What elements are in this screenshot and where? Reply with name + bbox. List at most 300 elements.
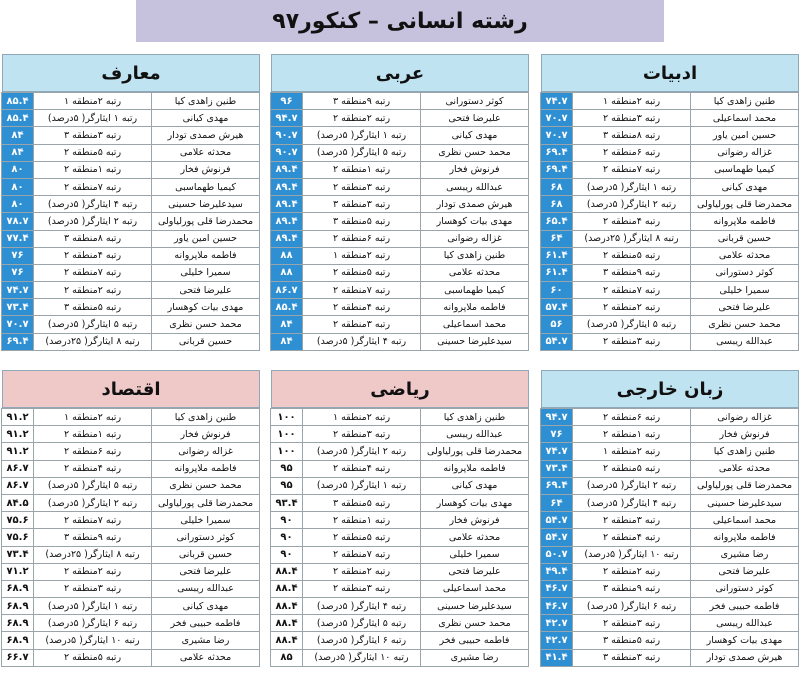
score-value: ۷۷.۴ <box>2 230 34 247</box>
score-value: ۸۴ <box>271 316 303 333</box>
panel-title: ادبیات <box>541 54 799 92</box>
student-name: محمد اسماعیلی <box>691 110 799 127</box>
rank-label: رتبه ۱۰ ایثارگر( ۵درصد) <box>34 632 152 649</box>
score-value: ۸۵.۴ <box>2 93 34 110</box>
rank-label: رتبه ۳منطقه ۳ <box>34 127 152 144</box>
score-value: ۸۸.۴ <box>271 632 303 649</box>
table-row <box>271 426 529 443</box>
student-name: محمد اسماعیلی <box>421 316 529 333</box>
score-value: ۸۴ <box>2 127 34 144</box>
student-name: فرنوش فخار <box>152 426 260 443</box>
results-table <box>540 92 799 351</box>
student-name: هیرش صمدی تودار <box>691 649 799 666</box>
panel-title: عربی <box>271 54 529 92</box>
table-row <box>541 529 799 546</box>
student-name: محمد حسن نظری <box>152 477 260 494</box>
score-value: ۸۶.۷ <box>271 282 303 299</box>
rank-label: رتبه ۷منطقه ۲ <box>573 282 691 299</box>
table-row <box>541 563 799 580</box>
student-name: علیرضا فتحی <box>421 563 529 580</box>
table-row <box>541 494 799 511</box>
table-row <box>271 93 529 110</box>
score-value: ۸۴ <box>271 333 303 350</box>
table-row <box>2 333 260 350</box>
rank-label: رتبه ۹منطقه ۳ <box>573 580 691 597</box>
student-name: محمد حسن نظری <box>152 316 260 333</box>
score-value: ۸۹.۴ <box>271 230 303 247</box>
student-name: رضا مشیری <box>691 546 799 563</box>
score-value: ۴۲.۷ <box>541 632 573 649</box>
rank-label: رتبه ۴ ایثارگر( ۵درصد) <box>34 196 152 213</box>
student-name: کیمیا طهماسبی <box>152 178 260 195</box>
table-row <box>271 144 529 161</box>
student-name: فاطمه ملاپروانه <box>152 247 260 264</box>
score-value: ۷۳.۴ <box>2 299 34 316</box>
table-row <box>271 161 529 178</box>
score-value: ۶۶.۷ <box>2 649 34 666</box>
rank-label: رتبه ۵ ایثارگر( ۵درصد) <box>34 316 152 333</box>
rank-label: رتبه ۴ ایثارگر( ۵درصد) <box>303 333 421 350</box>
rank-label: رتبه ۱ ایثارگر( ۵درصد) <box>303 477 421 494</box>
rank-label: رتبه ۱۰ ایثارگر( ۵درصد) <box>573 546 691 563</box>
score-value: ۶۸.۹ <box>2 615 34 632</box>
rank-label: رتبه ۵منطقه ۳ <box>34 299 152 316</box>
table-row <box>271 196 529 213</box>
score-value: ۸۵.۴ <box>2 110 34 127</box>
rank-label: رتبه ۸منطقه ۳ <box>573 127 691 144</box>
table-row <box>2 213 260 230</box>
table-row <box>2 649 260 666</box>
table-row <box>2 144 260 161</box>
table-row <box>271 178 529 195</box>
table-row <box>271 546 529 563</box>
rank-label: رتبه ۱ ایثارگر( ۵درصد) <box>573 178 691 195</box>
panel-zaban <box>541 370 799 667</box>
rank-label: رتبه ۷منطقه ۲ <box>34 512 152 529</box>
rank-label: رتبه ۴منطقه ۲ <box>303 460 421 477</box>
table-row <box>541 615 799 632</box>
rank-label: رتبه ۵ ایثارگر( ۵درصد) <box>34 477 152 494</box>
score-value: ۸۹.۴ <box>271 213 303 230</box>
rank-label: رتبه ۸ ایثارگر( ۲۵درصد) <box>34 333 152 350</box>
rank-label: رتبه ۲منطقه ۲ <box>303 563 421 580</box>
student-name: سیدعلیرضا حسینی <box>421 598 529 615</box>
rank-label: رتبه ۵منطقه ۲ <box>573 247 691 264</box>
score-value: ۹۱.۲ <box>2 409 34 426</box>
table-row <box>2 460 260 477</box>
score-value: ۹۰.۷ <box>271 144 303 161</box>
rank-label: رتبه ۴ ایثارگر( ۵درصد) <box>303 598 421 615</box>
table-row <box>271 563 529 580</box>
table-row <box>2 426 260 443</box>
score-value: ۷۴.۷ <box>541 93 573 110</box>
rank-label: رتبه ۷منطقه ۲ <box>303 282 421 299</box>
rank-label: رتبه ۴منطقه ۲ <box>573 529 691 546</box>
rank-label: رتبه ۳منطقه ۳ <box>573 649 691 666</box>
student-name: فاطمه حبیبی فخر <box>421 632 529 649</box>
panel-title: معارف <box>2 54 260 92</box>
score-value: ۸۰ <box>2 196 34 213</box>
rank-label: رتبه ۶منطقه ۲ <box>573 144 691 161</box>
score-value: ۸۵ <box>271 649 303 666</box>
table-row <box>271 316 529 333</box>
student-name: مهدی کیانی <box>152 598 260 615</box>
rank-label: رتبه ۱ ایثارگر( ۵درصد) <box>303 127 421 144</box>
rank-label: رتبه ۲منطقه ۱ <box>303 247 421 264</box>
table-row <box>2 477 260 494</box>
score-value: ۸۸ <box>271 247 303 264</box>
table-row <box>271 460 529 477</box>
score-value: ۶۹.۴ <box>541 477 573 494</box>
student-name: فاطمه ملاپروانه <box>152 460 260 477</box>
rank-label: رتبه ۴منطقه ۲ <box>34 460 152 477</box>
rank-label: رتبه ۷منطقه ۲ <box>303 546 421 563</box>
score-value: ۶۹.۴ <box>541 161 573 178</box>
rank-label: رتبه ۳منطقه ۲ <box>573 110 691 127</box>
score-value: ۵۴.۷ <box>541 529 573 546</box>
table-row <box>2 161 260 178</box>
table-row <box>541 178 799 195</box>
student-name: سمیرا خلیلی <box>152 512 260 529</box>
score-value: ۹۵ <box>271 460 303 477</box>
student-name: فرنوش فخار <box>152 161 260 178</box>
score-value: ۶۸ <box>541 196 573 213</box>
student-name: مهدی بیات کوهسار <box>152 299 260 316</box>
score-value: ۸۸.۴ <box>271 580 303 597</box>
table-row <box>541 282 799 299</box>
table-row <box>271 230 529 247</box>
table-row <box>541 598 799 615</box>
student-name: فرنوش فخار <box>421 512 529 529</box>
student-name: کیمیا طهماسبی <box>421 282 529 299</box>
score-value: ۸۸.۴ <box>271 563 303 580</box>
score-value: ۴۹.۴ <box>541 563 573 580</box>
score-value: ۸۹.۴ <box>271 178 303 195</box>
score-value: ۶۸.۹ <box>2 632 34 649</box>
rank-label: رتبه ۵منطقه ۲ <box>34 649 152 666</box>
student-name: مهدی بیات کوهسار <box>691 632 799 649</box>
table-row <box>541 546 799 563</box>
student-name: مهدی کیانی <box>152 110 260 127</box>
table-row <box>2 598 260 615</box>
table-row <box>541 161 799 178</box>
score-value: ۸۵.۴ <box>271 299 303 316</box>
score-value: ۶۹.۴ <box>541 144 573 161</box>
rank-label: رتبه ۴منطقه ۲ <box>34 247 152 264</box>
score-value: ۷۵.۶ <box>2 512 34 529</box>
score-value: ۷۴.۷ <box>541 443 573 460</box>
student-name: طنین زاهدی کیا <box>152 409 260 426</box>
score-value: ۹۳.۴ <box>271 494 303 511</box>
table-row <box>271 632 529 649</box>
rank-label: رتبه ۲منطقه ۲ <box>34 563 152 580</box>
score-value: ۷۶ <box>541 426 573 443</box>
student-name: کوثر دستورانی <box>691 264 799 281</box>
table-row <box>271 477 529 494</box>
score-value: ۷۰.۷ <box>541 127 573 144</box>
student-name: فاطمه ملاپروانه <box>691 213 799 230</box>
table-row <box>271 213 529 230</box>
rank-label: رتبه ۵ ایثارگر( ۵درصد) <box>573 316 691 333</box>
student-name: عبدالله ریبسی <box>691 333 799 350</box>
table-row <box>541 196 799 213</box>
table-row <box>541 426 799 443</box>
table-row <box>271 615 529 632</box>
student-name: حسین قربانی <box>152 333 260 350</box>
rank-label: رتبه ۷منطقه ۲ <box>573 161 691 178</box>
score-value: ۶۴ <box>541 494 573 511</box>
student-name: محمد حسن نظری <box>421 144 529 161</box>
student-name: طنین زاهدی کیا <box>152 93 260 110</box>
rank-label: رتبه ۳منطقه ۲ <box>303 178 421 195</box>
rank-label: رتبه ۲منطقه ۲ <box>303 110 421 127</box>
score-value: ۵۷.۴ <box>541 299 573 316</box>
table-row <box>541 110 799 127</box>
panel-title: زبان خارجی <box>541 370 799 408</box>
rank-label: رتبه ۸ ایثارگر( ۲۵درصد) <box>573 230 691 247</box>
score-value: ۸۰ <box>2 178 34 195</box>
table-row <box>541 264 799 281</box>
student-name: محدثه علامی <box>421 264 529 281</box>
table-row <box>2 443 260 460</box>
rank-label: رتبه ۶منطقه ۲ <box>34 443 152 460</box>
table-row <box>2 93 260 110</box>
score-value: ۸۰ <box>2 161 34 178</box>
student-name: غزاله رضوانی <box>691 144 799 161</box>
rank-label: رتبه ۱منطقه ۲ <box>34 161 152 178</box>
student-name: فاطمه حبیبی فخر <box>691 598 799 615</box>
rank-label: رتبه ۵ ایثارگر( ۵درصد) <box>303 615 421 632</box>
student-name: علیرضا فتحی <box>152 282 260 299</box>
rank-label: رتبه ۵منطقه ۲ <box>573 460 691 477</box>
table-row <box>541 477 799 494</box>
rank-label: رتبه ۲ ایثارگر( ۵درصد) <box>34 494 152 511</box>
table-row <box>271 127 529 144</box>
student-name: طنین زاهدی کیا <box>421 409 529 426</box>
score-value: ۹۶ <box>271 93 303 110</box>
score-value: ۶۸.۹ <box>2 580 34 597</box>
student-name: فاطمه ملاپروانه <box>421 299 529 316</box>
score-value: ۹۰ <box>271 529 303 546</box>
score-value: ۴۲.۷ <box>541 615 573 632</box>
student-name: فاطمه ملاپروانه <box>421 460 529 477</box>
rank-label: رتبه ۲ ایثارگر( ۵درصد) <box>34 213 152 230</box>
table-row <box>271 598 529 615</box>
student-name: محمد اسماعیلی <box>421 580 529 597</box>
student-name: محدثه علامی <box>691 460 799 477</box>
table-row <box>2 615 260 632</box>
score-value: ۵۴.۷ <box>541 333 573 350</box>
table-row <box>2 546 260 563</box>
student-name: فرنوش فخار <box>421 161 529 178</box>
rank-label: رتبه ۲منطقه ۱ <box>573 443 691 460</box>
rank-label: رتبه ۱ ایثارگر( ۵درصد) <box>34 110 152 127</box>
score-value: ۵۰.۷ <box>541 546 573 563</box>
panel-maaref <box>2 54 260 351</box>
rank-label: رتبه ۲ ایثارگر( ۵درصد) <box>303 443 421 460</box>
student-name: علیرضا فتحی <box>152 563 260 580</box>
student-name: محمد حسن نظری <box>421 615 529 632</box>
score-value: ۷۶ <box>2 264 34 281</box>
rank-label: رتبه ۳منطقه ۲ <box>573 333 691 350</box>
student-name: کوثر دستورانی <box>421 93 529 110</box>
score-value: ۹۴.۷ <box>541 409 573 426</box>
table-row <box>271 443 529 460</box>
student-name: محدثه علامی <box>421 529 529 546</box>
table-row <box>2 316 260 333</box>
student-name: سیدعلیرضا حسینی <box>691 494 799 511</box>
rank-label: رتبه ۱منطقه ۲ <box>573 426 691 443</box>
rank-label: رتبه ۸ ایثارگر( ۲۵درصد) <box>34 546 152 563</box>
student-name: طنین زاهدی کیا <box>421 247 529 264</box>
student-name: فرنوش فخار <box>691 426 799 443</box>
table-row <box>271 649 529 666</box>
student-name: سمیرا خلیلی <box>152 264 260 281</box>
student-name: مهدی کیانی <box>421 477 529 494</box>
student-name: رضا مشیری <box>152 632 260 649</box>
table-row <box>541 316 799 333</box>
student-name: غزاله رضوانی <box>691 409 799 426</box>
results-table <box>1 408 260 667</box>
score-value: ۸۹.۴ <box>271 196 303 213</box>
results-table <box>540 408 799 667</box>
score-value: ۱۰۰ <box>271 443 303 460</box>
student-name: محمد اسماعیلی <box>691 512 799 529</box>
student-name: محدثه علامی <box>152 144 260 161</box>
table-row <box>271 494 529 511</box>
table-row <box>2 632 260 649</box>
score-value: ۶۸.۹ <box>2 598 34 615</box>
student-name: سیدعلیرضا حسینی <box>421 333 529 350</box>
rank-label: رتبه ۵منطقه ۲ <box>303 264 421 281</box>
score-value: ۶۴ <box>541 230 573 247</box>
rank-label: رتبه ۳منطقه ۳ <box>303 196 421 213</box>
student-name: حسین امین یاور <box>152 230 260 247</box>
table-row <box>2 110 260 127</box>
student-name: محمدرضا قلی پورلیاولی <box>421 443 529 460</box>
table-row <box>541 409 799 426</box>
score-value: ۶۱.۴ <box>541 247 573 264</box>
student-name: محمدرضا قلی پورلیاولی <box>152 494 260 511</box>
results-table <box>270 408 529 667</box>
rank-label: رتبه ۵منطقه ۳ <box>303 213 421 230</box>
table-row <box>2 563 260 580</box>
score-value: ۱۰۰ <box>271 409 303 426</box>
rank-label: رتبه ۱منطقه ۲ <box>34 426 152 443</box>
student-name: غزاله رضوانی <box>152 443 260 460</box>
score-value: ۹۱.۲ <box>2 426 34 443</box>
rank-label: رتبه ۵منطقه ۲ <box>303 529 421 546</box>
table-row <box>2 512 260 529</box>
score-value: ۹۰.۷ <box>271 127 303 144</box>
rank-label: رتبه ۱ ایثارگر( ۵درصد) <box>34 598 152 615</box>
score-value: ۸۴ <box>2 144 34 161</box>
score-value: ۹۱.۲ <box>2 443 34 460</box>
panel-adabiat <box>541 54 799 351</box>
rank-label: رتبه ۲منطقه ۱ <box>34 93 152 110</box>
score-value: ۸۶.۷ <box>2 477 34 494</box>
score-value: ۴۶.۷ <box>541 598 573 615</box>
score-value: ۸۸.۴ <box>271 598 303 615</box>
rank-label: رتبه ۱۰ ایثارگر( ۵درصد) <box>303 649 421 666</box>
table-row <box>541 127 799 144</box>
table-row <box>541 512 799 529</box>
rank-label: رتبه ۲منطقه ۱ <box>34 409 152 426</box>
student-name: فاطمه ملاپروانه <box>691 529 799 546</box>
table-row <box>541 580 799 597</box>
student-name: علیرضا فتحی <box>691 299 799 316</box>
table-row <box>541 649 799 666</box>
score-value: ۴۶.۷ <box>541 580 573 597</box>
score-value: ۵۴.۷ <box>541 512 573 529</box>
table-row <box>2 247 260 264</box>
rank-label: رتبه ۹منطقه ۳ <box>573 264 691 281</box>
rank-label: رتبه ۴ ایثارگر( ۵درصد) <box>573 494 691 511</box>
rank-label: رتبه ۶منطقه ۲ <box>573 409 691 426</box>
rank-label: رتبه ۵منطقه ۳ <box>573 632 691 649</box>
student-name: سمیرا خلیلی <box>421 546 529 563</box>
rank-label: رتبه ۲منطقه ۱ <box>303 409 421 426</box>
score-value: ۷۰.۷ <box>2 316 34 333</box>
rank-label: رتبه ۹منطقه ۳ <box>303 93 421 110</box>
student-name: عبدالله ریبسی <box>691 615 799 632</box>
score-value: ۸۸ <box>271 264 303 281</box>
student-name: کیمیا طهماسبی <box>691 161 799 178</box>
rank-label: رتبه ۲ ایثارگر( ۵درصد) <box>573 477 691 494</box>
score-value: ۷۱.۲ <box>2 563 34 580</box>
rank-label: رتبه ۵منطقه ۲ <box>34 144 152 161</box>
rank-label: رتبه ۶منطقه ۲ <box>303 230 421 247</box>
student-name: محدثه علامی <box>691 247 799 264</box>
student-name: مهدی بیات کوهسار <box>421 494 529 511</box>
score-value: ۶۱.۴ <box>541 264 573 281</box>
score-value: ۷۳.۴ <box>541 460 573 477</box>
student-name: کوثر دستورانی <box>152 529 260 546</box>
rank-label: رتبه ۵ ایثارگر( ۵درصد) <box>303 144 421 161</box>
rank-label: رتبه ۳منطقه ۲ <box>303 316 421 333</box>
student-name: علیرضا فتحی <box>421 110 529 127</box>
rank-label: رتبه ۶ ایثارگر( ۵درصد) <box>573 598 691 615</box>
student-name: عبدالله ریبسی <box>421 178 529 195</box>
rank-label: رتبه ۳منطقه ۲ <box>303 426 421 443</box>
student-name: مهدی بیات کوهسار <box>421 213 529 230</box>
rank-label: رتبه ۸منطقه ۳ <box>34 230 152 247</box>
student-name: حسین قربانی <box>152 546 260 563</box>
student-name: محمدرضا قلی پورلیاولی <box>691 196 799 213</box>
student-name: محدثه علامی <box>152 649 260 666</box>
table-row <box>2 230 260 247</box>
student-name: علیرضا فتحی <box>691 563 799 580</box>
panel-title: ریاضی <box>271 370 529 408</box>
score-value: ۷۳.۴ <box>2 546 34 563</box>
table-row <box>541 333 799 350</box>
table-row <box>2 580 260 597</box>
table-row <box>2 127 260 144</box>
rank-label: رتبه ۳منطقه ۲ <box>573 512 691 529</box>
table-row <box>541 230 799 247</box>
table-row <box>541 213 799 230</box>
table-row <box>271 333 529 350</box>
student-name: کوثر دستورانی <box>691 580 799 597</box>
student-name: عبدالله ریبسی <box>152 580 260 597</box>
score-value: ۷۵.۶ <box>2 529 34 546</box>
score-value: ۹۵ <box>271 477 303 494</box>
score-value: ۷۶ <box>2 247 34 264</box>
results-table <box>270 92 529 351</box>
rank-label: رتبه ۴منطقه ۲ <box>303 299 421 316</box>
score-value: ۶۵.۴ <box>541 213 573 230</box>
rank-label: رتبه ۲منطقه ۲ <box>573 563 691 580</box>
